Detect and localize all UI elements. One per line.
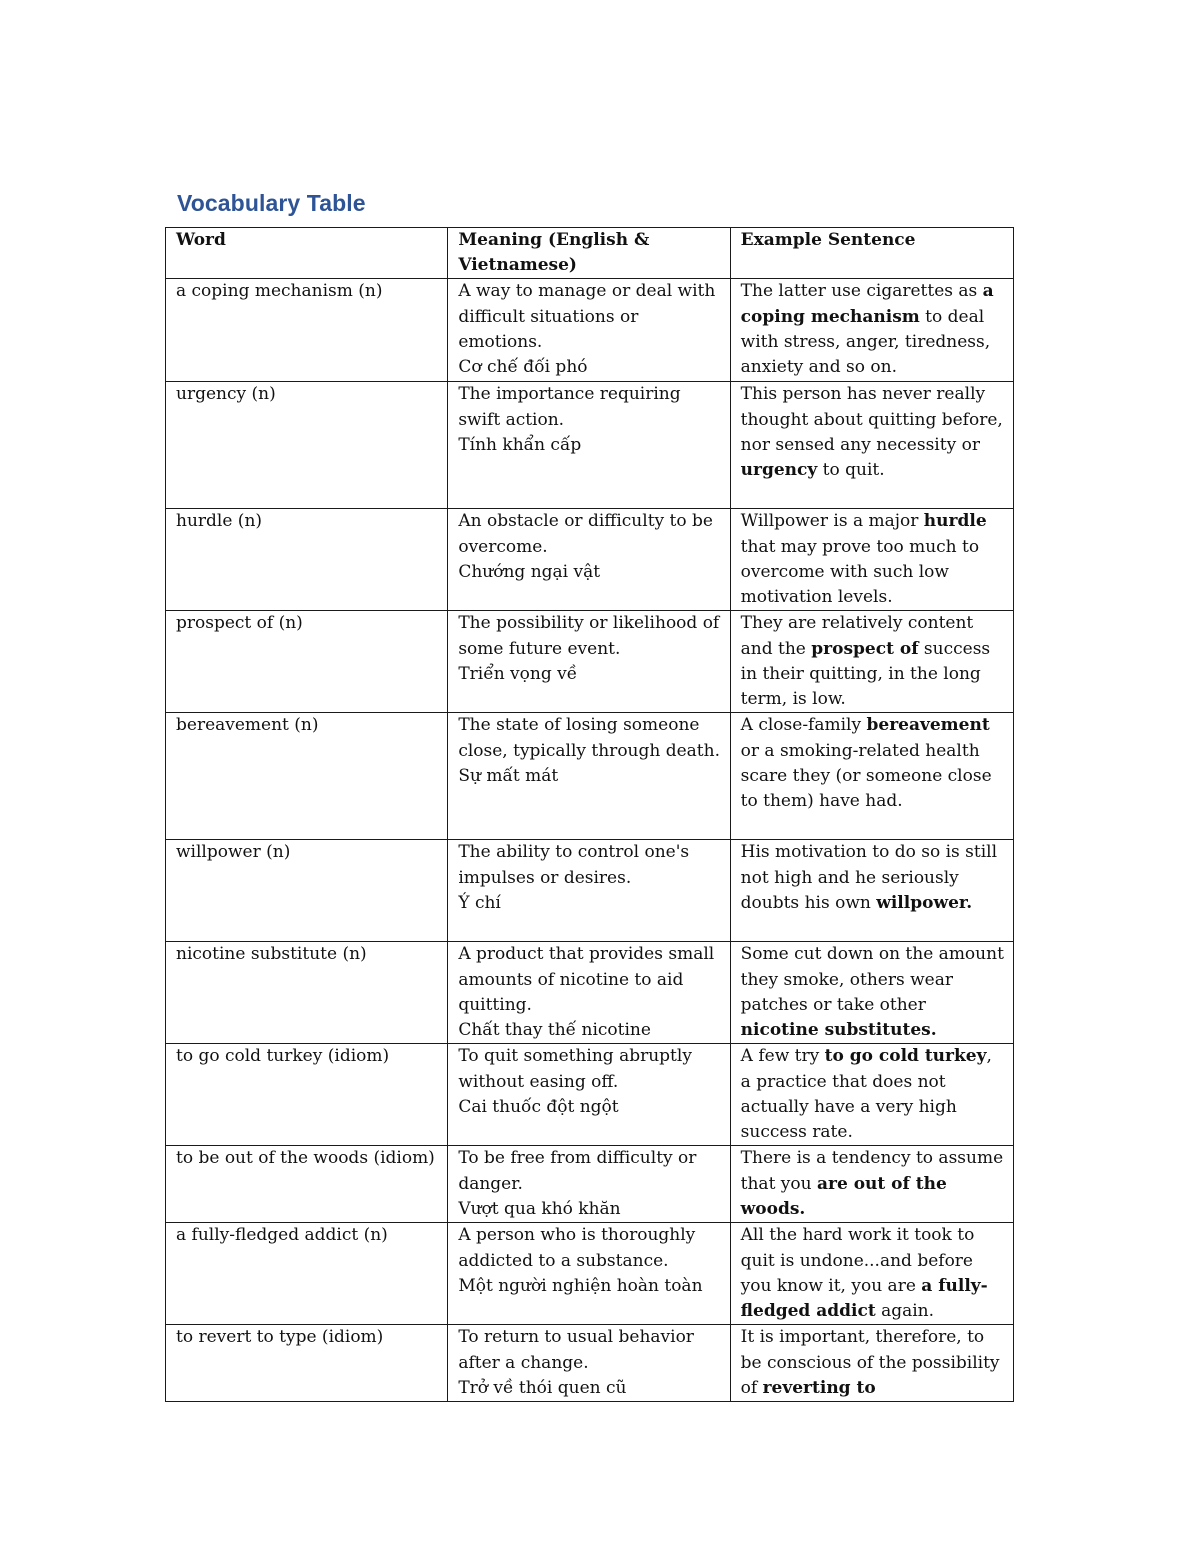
- example-text: His motivation to do so is still not high and he seriously doubts his own: [740, 842, 998, 913]
- meaning-english: To return to usual behavior after a change.: [458, 1327, 694, 1373]
- example-highlight: bereavement: [866, 715, 990, 736]
- meaning-english: The possibility or likelihood of some future event.: [458, 613, 720, 659]
- meaning-cell: [448, 713, 730, 840]
- meaning-vietnamese: Vượt qua khó khăn: [458, 1198, 621, 1219]
- header-meaning: Meaning (English & Vietnamese): [448, 228, 730, 279]
- word-cell: to revert to type (idiom): [166, 1325, 448, 1402]
- table-row: [166, 1325, 1014, 1402]
- example-text: There is a tendency to assume that you: [740, 1148, 1004, 1194]
- meaning-cell: [448, 840, 730, 942]
- example-text: All the hard work it took to quit is undone...and before you know it, you are: [740, 1225, 975, 1296]
- meaning-cell: [448, 1325, 730, 1402]
- meaning-vietnamese: Sự mất mát: [458, 765, 559, 786]
- meaning-cell: [448, 1223, 730, 1325]
- word-cell: prospect of (n): [166, 611, 448, 713]
- example-cell: [730, 1044, 1013, 1146]
- example-text: This person has never really thought about quitting before, nor sensed any necessity or: [740, 384, 1003, 455]
- meaning-cell: [448, 382, 730, 509]
- header-word: Word: [166, 228, 448, 279]
- example-highlight: a coping mechanism: [740, 281, 994, 327]
- vocabulary-table: [165, 227, 1014, 1402]
- meaning-cell: [448, 611, 730, 713]
- example-highlight: are out of the woods.: [740, 1173, 947, 1219]
- example-text: or a smoking-related health scare they (or someone close to them) have had.: [740, 740, 992, 812]
- example-cell: [730, 942, 1013, 1044]
- example-text: They are relatively content and the: [740, 613, 974, 659]
- meaning-vietnamese: Trở về thói quen cũ: [458, 1377, 627, 1398]
- example-highlight: urgency: [740, 460, 818, 481]
- example-highlight: nicotine substitutes.: [740, 1020, 937, 1041]
- example-text: It is important, therefore, to be conscious of the possibility of: [740, 1327, 1000, 1398]
- meaning-english: The state of losing someone close, typically through death.: [458, 715, 720, 761]
- header-example: Example Sentence: [730, 228, 1013, 279]
- example-text: success in their quitting, in the long term, is low.: [740, 638, 991, 710]
- word-cell: a fully-fledged addict (n): [166, 1223, 448, 1325]
- meaning-vietnamese: Cai thuốc đột ngột: [458, 1096, 619, 1117]
- table-row: [166, 279, 1014, 382]
- meaning-english: To quit something abruptly without easing off.: [458, 1046, 692, 1092]
- meaning-cell: [448, 1044, 730, 1146]
- word-cell: willpower (n): [166, 840, 448, 942]
- example-highlight: reverting to: [762, 1377, 876, 1398]
- meaning-vietnamese: Chướng ngại vật: [458, 561, 601, 582]
- meaning-english: A product that provides small amounts of nicotine to aid quitting.: [458, 944, 715, 1015]
- meaning-vietnamese: Chất thay thế nicotine: [458, 1020, 651, 1041]
- word-cell: a coping mechanism (n): [166, 279, 448, 382]
- example-text: A few try: [740, 1046, 825, 1067]
- meaning-english: A way to manage or deal with difficult situations or emotions.: [458, 281, 716, 352]
- example-highlight: willpower.: [876, 892, 973, 913]
- table-header-row: [166, 228, 1014, 279]
- example-text: to deal with stress, anger, tiredness, anxiety and so on.: [740, 306, 991, 378]
- example-cell: [730, 279, 1013, 382]
- example-text: A close-family: [740, 715, 867, 736]
- meaning-english: The ability to control one's impulses or desires.: [458, 842, 690, 888]
- example-cell: [730, 509, 1013, 611]
- table-row: [166, 1146, 1014, 1223]
- meaning-vietnamese: Ý chí: [458, 892, 501, 913]
- table-row: [166, 713, 1014, 840]
- meaning-english: A person who is thoroughly addicted to a substance.: [458, 1225, 696, 1271]
- table-row: [166, 1044, 1014, 1146]
- example-cell: [730, 382, 1013, 509]
- example-cell: [730, 1223, 1013, 1325]
- page-title: Vocabulary Table: [177, 190, 366, 216]
- example-cell: [730, 840, 1013, 942]
- example-highlight: to go cold turkey: [824, 1046, 987, 1067]
- example-text: The latter use cigarettes as: [740, 281, 983, 302]
- table-row: [166, 509, 1014, 611]
- word-cell: to be out of the woods (idiom): [166, 1146, 448, 1223]
- example-cell: [730, 1325, 1013, 1402]
- meaning-cell: [448, 279, 730, 382]
- meaning-english: An obstacle or difficulty to be overcome.: [458, 511, 713, 557]
- example-text: Some cut down on the amount they smoke, others wear patches or take other: [740, 944, 1004, 1015]
- word-cell: hurdle (n): [166, 509, 448, 611]
- example-highlight: prospect of: [811, 638, 919, 659]
- word-cell: bereavement (n): [166, 713, 448, 840]
- meaning-vietnamese: Một người nghiện hoàn toàn: [458, 1275, 703, 1296]
- example-text: Willpower is a major: [740, 511, 924, 532]
- meaning-cell: [448, 1146, 730, 1223]
- meaning-english: To be free from difficulty or danger.: [458, 1148, 697, 1194]
- word-cell: nicotine substitute (n): [166, 942, 448, 1044]
- table-row: [166, 611, 1014, 713]
- example-text: that may prove too much to overcome with such low motivation levels.: [740, 536, 980, 608]
- table-row: [166, 840, 1014, 942]
- word-cell: to go cold turkey (idiom): [166, 1044, 448, 1146]
- word-cell: urgency (n): [166, 382, 448, 509]
- table-row: [166, 1223, 1014, 1325]
- meaning-cell: [448, 509, 730, 611]
- meaning-vietnamese: Tính khẩn cấp: [458, 434, 582, 455]
- table-body: [166, 279, 1014, 1402]
- table-row: [166, 382, 1014, 509]
- meaning-cell: [448, 942, 730, 1044]
- example-highlight: hurdle: [923, 511, 987, 532]
- table-row: [166, 942, 1014, 1044]
- meaning-vietnamese: Cơ chế đối phó: [458, 357, 588, 378]
- example-cell: [730, 1146, 1013, 1223]
- example-text: again.: [875, 1301, 935, 1322]
- example-cell: [730, 713, 1013, 840]
- example-highlight: a fully-fledged addict: [740, 1275, 988, 1322]
- meaning-vietnamese: Triển vọng về: [458, 663, 578, 684]
- example-text: , a practice that does not actually have a very high success rate.: [740, 1046, 992, 1143]
- meaning-english: The importance requiring swift action.: [458, 384, 681, 430]
- example-cell: [730, 611, 1013, 713]
- example-text: to quit.: [817, 460, 885, 481]
